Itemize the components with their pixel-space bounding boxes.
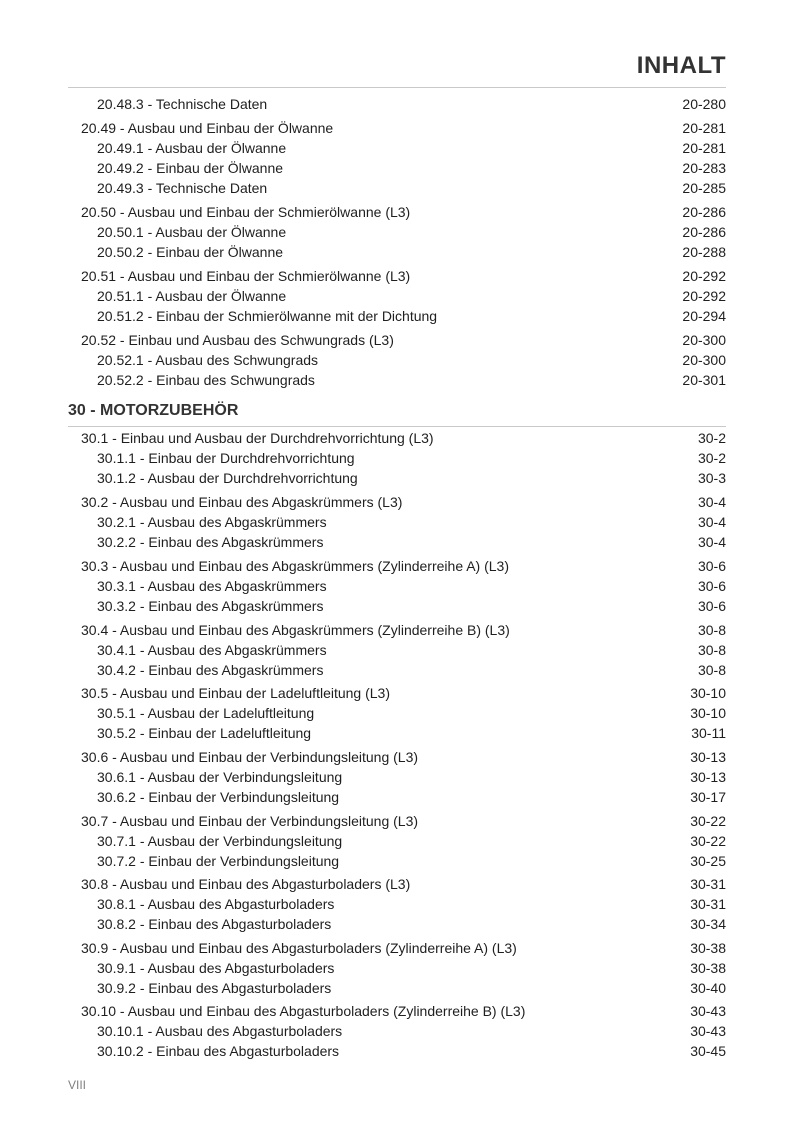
toc-entry-title: 30.4 - Ausbau und Einbau des Abgaskrümmers (Zylinderreihe B) (L3) <box>81 622 510 638</box>
toc-subentry[interactable] <box>0 532 794 552</box>
toc-entry[interactable] <box>0 683 794 703</box>
toc-entry-page: 30-13 <box>690 749 726 765</box>
toc-entry[interactable] <box>0 938 794 958</box>
toc-entry-page: 30-25 <box>690 853 726 869</box>
toc-entry-page: 20-281 <box>682 140 726 156</box>
toc-subentry[interactable] <box>0 851 794 871</box>
toc-entry-title: 30.2 - Ausbau und Einbau des Abgaskrümmers (L3) <box>81 494 403 510</box>
toc-subentry[interactable] <box>0 978 794 998</box>
toc-entry-title: 30.1.1 - Einbau der Durchdrehvorrichtung <box>97 450 355 466</box>
section-divider <box>68 426 726 427</box>
toc-entry-title: 20.48.3 - Technische Daten <box>97 96 268 112</box>
toc-entry-title: 30.1 - Einbau und Ausbau der Durchdrehvorrichtung (L3) <box>81 430 434 446</box>
toc-entry-title: 20.50.1 - Ausbau der Ölwanne <box>97 224 287 240</box>
section-heading[interactable] <box>0 400 794 422</box>
toc-entry[interactable] <box>0 556 794 576</box>
toc-entry[interactable] <box>0 118 794 138</box>
toc-entry-title: 20.52.1 - Ausbau des Schwungrads <box>97 352 319 368</box>
toc-entry[interactable] <box>0 620 794 640</box>
toc-entry-title: 30.3 - Ausbau und Einbau des Abgaskrümmers (Zylinderreihe A) (L3) <box>81 558 510 574</box>
toc-entry-title: 30.8.1 - Ausbau des Abgasturboladers <box>97 896 335 912</box>
toc-entry-title: 20.51 - Ausbau und Einbau der Schmierölwanne (L3) <box>81 268 411 284</box>
toc-entry-page: 30-45 <box>690 1043 726 1059</box>
toc-entry-page: 30-6 <box>697 578 726 594</box>
toc-entry-title: 30.5.1 - Ausbau der Ladeluftleitung <box>97 705 315 721</box>
toc-entry[interactable] <box>0 428 794 448</box>
toc-entry-title: 30.10.2 - Einbau des Abgasturboladers <box>97 1043 340 1059</box>
toc-subentry[interactable] <box>0 660 794 680</box>
toc-entry-title: 30.3.1 - Ausbau des Abgaskrümmers <box>97 578 327 594</box>
toc-entry-title: 20.51.2 - Einbau der Schmierölwanne mit der Dichtung <box>97 308 438 324</box>
toc-entry-page: 30-6 <box>697 558 726 574</box>
toc-entry-page: 30-17 <box>690 789 726 805</box>
toc-entry[interactable] <box>0 266 794 286</box>
toc-subentry[interactable] <box>0 350 794 370</box>
toc-entry-page: 20-300 <box>682 352 726 368</box>
toc-entry-page: 20-285 <box>682 180 726 196</box>
toc-entry-page: 30-38 <box>690 940 726 956</box>
toc-entry-title: 20.51.1 - Ausbau der Ölwanne <box>97 288 287 304</box>
toc-entry-page: 20-301 <box>682 372 726 388</box>
section-heading-label: 30 - MOTORZUBEHÖR <box>68 402 239 419</box>
toc-entry-page: 20-283 <box>682 160 726 176</box>
toc-entry-page: 20-288 <box>682 244 726 260</box>
toc-entry-page: 30-8 <box>697 622 726 638</box>
toc-subentry[interactable] <box>0 1041 794 1061</box>
toc-entry-title: 30.8 - Ausbau und Einbau des Abgasturboladers (L3) <box>81 876 411 892</box>
toc-entry-title: 30.10 - Ausbau und Einbau des Abgasturboladers (Zylinderreihe B) (L3) <box>81 1003 526 1019</box>
toc-subentry[interactable] <box>0 703 794 723</box>
toc-entry-page: 30-8 <box>697 642 726 658</box>
toc-entry-title: 30.6.2 - Einbau der Verbindungsleitung <box>97 789 340 805</box>
toc-entry-page: 20-281 <box>682 120 726 136</box>
toc-entry-title: 30.6 - Ausbau und Einbau der Verbindungsleitung (L3) <box>81 749 419 765</box>
toc-entry-page: 30-2 <box>697 430 726 446</box>
toc-entry-title: 30.10.1 - Ausbau des Abgasturboladers <box>97 1023 343 1039</box>
toc-subentry[interactable] <box>0 958 794 978</box>
toc-entry[interactable] <box>0 1001 794 1021</box>
toc-entry-page: 30-8 <box>697 662 726 678</box>
toc-entry-title: 30.9 - Ausbau und Einbau des Abgasturboladers (Zylinderreihe A) (L3) <box>81 940 517 956</box>
toc-subentry[interactable] <box>0 723 794 743</box>
toc-subentry[interactable] <box>0 468 794 488</box>
toc-entry-page: 30-43 <box>690 1003 726 1019</box>
toc-entry[interactable] <box>0 202 794 222</box>
toc-subentry[interactable] <box>0 448 794 468</box>
page-title: INHALT <box>636 52 726 79</box>
toc-entry-title: 30.9.1 - Ausbau des Abgasturboladers <box>97 960 335 976</box>
toc-entry-title: 30.7 - Ausbau und Einbau der Verbindungsleitung (L3) <box>81 813 419 829</box>
toc-entry-title: 30.2.1 - Ausbau des Abgaskrümmers <box>97 514 327 530</box>
toc-subentry[interactable] <box>0 370 794 390</box>
toc-entry-title: 30.8.2 - Einbau des Abgasturboladers <box>97 916 332 932</box>
toc-entry-title: 30.4.2 - Einbau des Abgaskrümmers <box>97 662 324 678</box>
toc-entry[interactable] <box>0 747 794 767</box>
toc-entry-page: 30-2 <box>697 450 726 466</box>
toc-subentry[interactable] <box>0 1021 794 1041</box>
toc-subentry[interactable] <box>0 286 794 306</box>
toc-entry-page: 20-294 <box>682 308 726 324</box>
toc-entry-page: 30-13 <box>690 769 726 785</box>
toc-entry[interactable] <box>0 492 794 512</box>
toc-subentry[interactable] <box>0 138 794 158</box>
toc-entry-page: 30-43 <box>690 1023 726 1039</box>
toc-entry-page: 30-10 <box>690 705 726 721</box>
toc-subentry[interactable] <box>0 576 794 596</box>
toc-subentry[interactable] <box>0 94 794 114</box>
toc-entry-page: 20-286 <box>682 224 726 240</box>
toc-entry-page: 30-31 <box>690 876 726 892</box>
toc-subentry[interactable] <box>0 242 794 262</box>
toc-entry-title: 30.9.2 - Einbau des Abgasturboladers <box>97 980 332 996</box>
toc-entry-title: 20.50 - Ausbau und Einbau der Schmierölwanne (L3) <box>81 204 411 220</box>
toc-entry-title: 20.52 - Einbau und Ausbau des Schwungrads (L3) <box>81 332 394 348</box>
toc-subentry[interactable] <box>0 222 794 242</box>
toc-entry-page: 30-34 <box>690 916 726 932</box>
toc-entry-page: 30-4 <box>697 514 726 530</box>
toc-entry-page: 30-4 <box>697 494 726 510</box>
toc-entry-page: 20-286 <box>682 204 726 220</box>
toc-entry-page: 30-6 <box>697 598 726 614</box>
toc-entry[interactable] <box>0 330 794 350</box>
toc-entry-title: 20.49.3 - Technische Daten <box>97 180 268 196</box>
toc-subentry[interactable] <box>0 894 794 914</box>
toc-entry-page: 20-292 <box>682 288 726 304</box>
toc-subentry[interactable] <box>0 306 794 326</box>
toc-entry-page: 30-22 <box>690 813 726 829</box>
toc-entry[interactable] <box>0 874 794 894</box>
page-number: VIII <box>68 1078 87 1092</box>
toc-entry-title: 20.49 - Ausbau und Einbau der Ölwanne <box>81 120 334 136</box>
toc-entry-page: 20-280 <box>682 96 726 112</box>
toc-entry-page: 30-4 <box>697 534 726 550</box>
toc-entry-title: 20.49.2 - Einbau der Ölwanne <box>97 160 284 176</box>
toc-entry-title: 20.52.2 - Einbau des Schwungrads <box>97 372 315 388</box>
toc-entry-title: 30.6.1 - Ausbau der Verbindungsleitung <box>97 769 343 785</box>
toc-subentry[interactable] <box>0 158 794 178</box>
toc-subentry[interactable] <box>0 914 794 934</box>
toc-entry-title: 30.3.2 - Einbau des Abgaskrümmers <box>97 598 324 614</box>
toc-entry-page: 30-38 <box>690 960 726 976</box>
toc-subentry[interactable] <box>0 178 794 198</box>
toc-entry-page: 30-11 <box>691 725 726 741</box>
toc-entry-title: 30.5 - Ausbau und Einbau der Ladeluftleitung (L3) <box>81 685 391 701</box>
toc-entry-title: 30.4.1 - Ausbau des Abgaskrümmers <box>97 642 327 658</box>
toc-entry-page: 30-40 <box>690 980 726 996</box>
toc-entry-title: 30.5.2 - Einbau der Ladeluftleitung <box>97 725 312 741</box>
toc-entry-page: 30-3 <box>697 470 726 486</box>
toc-subentry[interactable] <box>0 787 794 807</box>
toc-entry-title: 20.49.1 - Ausbau der Ölwanne <box>97 140 287 156</box>
toc-entry-page: 30-22 <box>690 833 726 849</box>
toc-entry-title: 30.1.2 - Ausbau der Durchdrehvorrichtung <box>97 470 358 486</box>
toc-subentry[interactable] <box>0 767 794 787</box>
toc-entry-title: 30.2.2 - Einbau des Abgaskrümmers <box>97 534 324 550</box>
toc-entry-title: 30.7.2 - Einbau der Verbindungsleitung <box>97 853 340 869</box>
toc-entry-page: 30-31 <box>690 896 726 912</box>
toc-subentry[interactable] <box>0 596 794 616</box>
toc-entry-title: 30.7.1 - Ausbau der Verbindungsleitung <box>97 833 343 849</box>
toc-entry-page: 20-300 <box>682 332 726 348</box>
toc-subentry[interactable] <box>0 640 794 660</box>
toc-entry-page: 30-10 <box>690 685 726 701</box>
toc-entry-title: 20.50.2 - Einbau der Ölwanne <box>97 244 284 260</box>
toc-entry-page: 20-292 <box>682 268 726 284</box>
toc-subentry[interactable] <box>0 831 794 851</box>
toc-entry[interactable] <box>0 811 794 831</box>
toc-subentry[interactable] <box>0 512 794 532</box>
